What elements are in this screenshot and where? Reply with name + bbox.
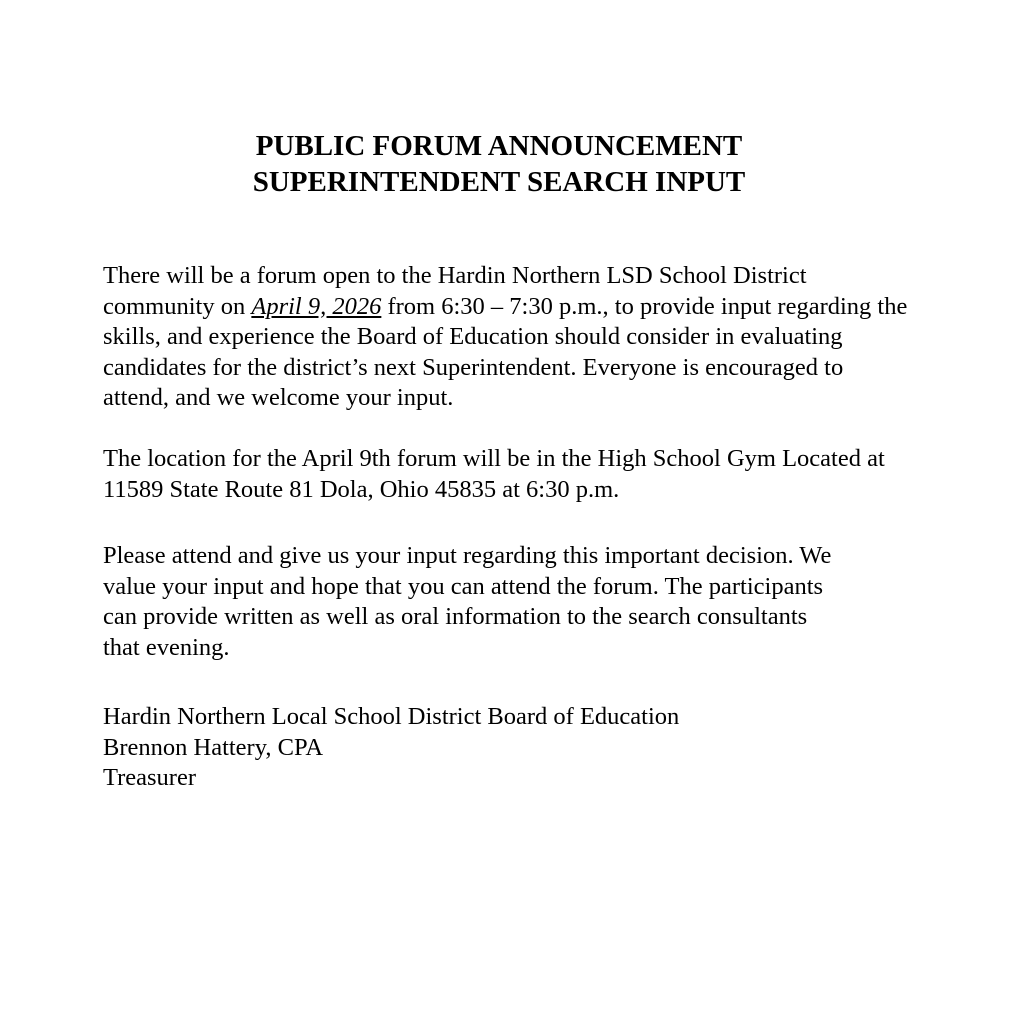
paragraph-2-line-2: 11589 State Route 81 Dola, Ohio 45835 at 6:30 p.m.	[103, 475, 620, 503]
paragraph-2-line-1: The location for the April 9th forum will be in the High School Gym Located at	[103, 445, 885, 472]
forum-date: April 9, 2026	[251, 292, 382, 320]
paragraph-3-line-1: Please attend and give us your input regarding this important decision. We	[103, 542, 832, 569]
location-paragraph	[103, 444, 885, 505]
signature-role: Treasurer	[103, 764, 196, 791]
signature-name: Brennon Hattery, CPA	[103, 733, 324, 761]
paragraph-3-line-2: value your input and hope that you can attend the forum. The participants	[103, 572, 824, 600]
forum-details-paragraph	[103, 261, 907, 414]
invitation-paragraph	[103, 541, 831, 663]
signature-organization: Hardin Northern Local School District Board of Education	[103, 703, 680, 730]
paragraph-3-line-4: that evening.	[103, 633, 230, 661]
title-line-1: PUBLIC FORUM ANNOUNCEMENT	[255, 130, 743, 162]
paragraph-1-line-3: skills, and experience the Board of Education should consider in evaluating	[103, 323, 843, 350]
paragraph-1-line-2	[103, 292, 907, 323]
paragraph-1-line-2-after: from 6:30 – 7:30 p.m., to provide input regarding the	[381, 292, 908, 320]
title-line-2: SUPERINTENDENT SEARCH INPUT	[252, 166, 746, 198]
paragraph-3-line-3: can provide written as well as oral information to the search consultants	[103, 603, 808, 630]
paragraph-1-line-2-before: community on	[103, 292, 252, 320]
paragraph-1-line-4: candidates for the district’s next Superintendent. Everyone is encouraged to	[103, 353, 844, 381]
paragraph-1-line-5: attend, and we welcome your input.	[103, 384, 454, 411]
paragraph-1-line-1: There will be a forum open to the Hardin Northern LSD School District	[103, 262, 807, 289]
signature-block	[103, 702, 679, 794]
